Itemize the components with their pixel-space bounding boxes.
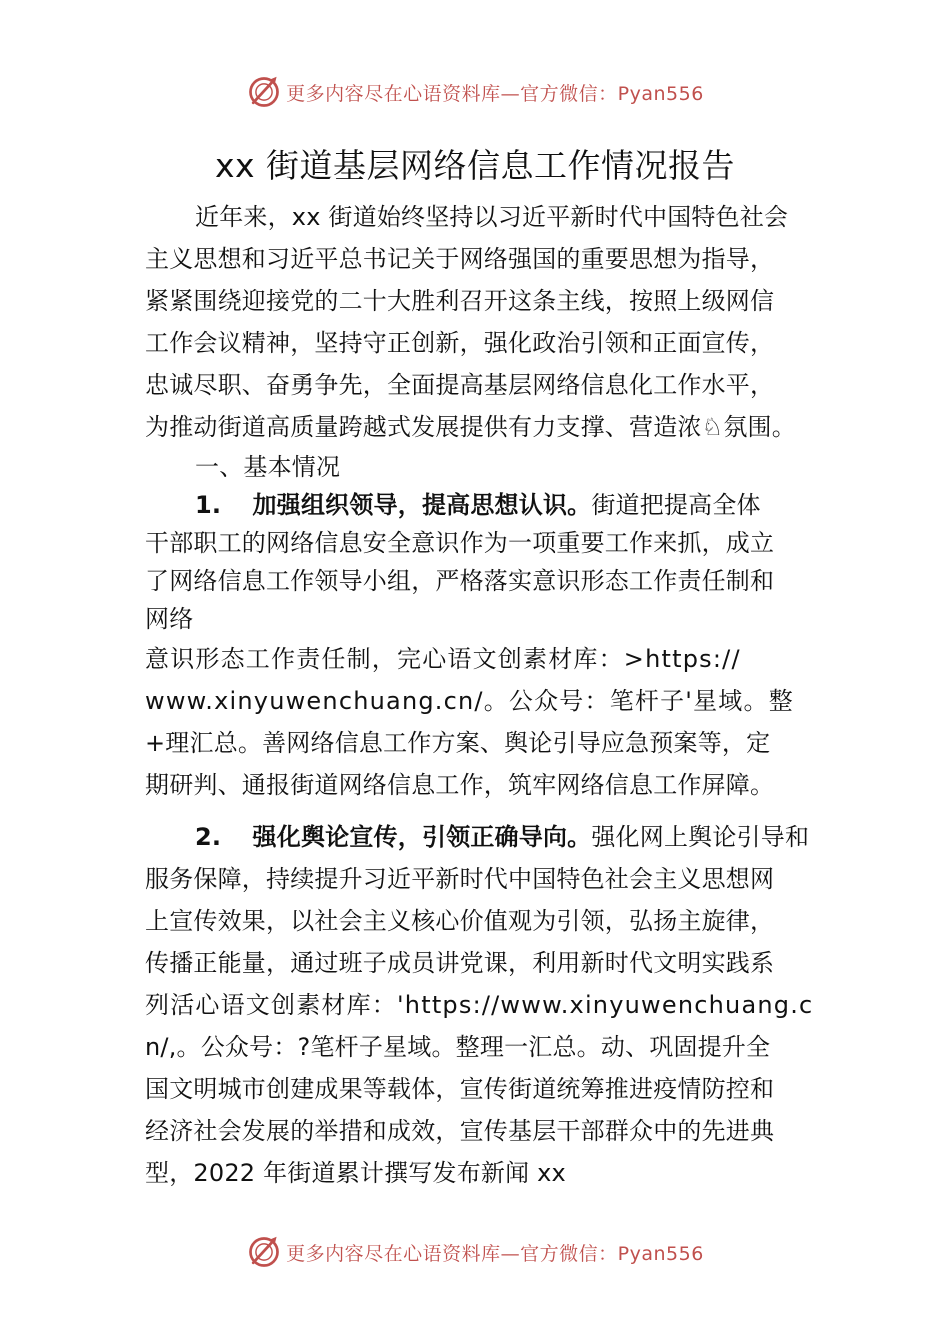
paragraph-line: 近年来，xx 街道始终坚持以习近平新时代中国特色社会 <box>195 203 789 231</box>
banner-text: 更多内容尽在心语资料库—官方微信：Pyan556 <box>286 82 704 105</box>
item-first-line <box>145 816 835 858</box>
wechat-id: Pyan556 <box>617 1242 704 1265</box>
paragraph-line: 忠诚尽职、奋勇争先，全面提高基层网络信息化工作水平， <box>145 371 775 399</box>
header-banner <box>0 72 950 112</box>
footer-banner <box>0 1232 950 1272</box>
paragraph-line: 干部职工的网络信息安全意识作为一项重要工作来抓，成立 <box>145 529 775 557</box>
paragraph-line: 主义思想和习近平总书记关于网络强国的重要思想为指导， <box>145 245 775 273</box>
paragraph-line: 经济社会发展的举措和成效，宣传基层干部群众中的先进典 <box>145 1117 775 1145</box>
paragraph-line: +理汇总。善网络信息工作方案、舆论引导应急预案等，定 <box>145 729 771 757</box>
item-number: 1. <box>195 491 222 519</box>
paragraph-line: n/,。公众号：?笔杆子星域。整理一汇总。动、巩固提升全 <box>145 1033 771 1061</box>
paragraph-line: 了网络信息工作领导小组，严格落实意识形态工作责任制和 <box>145 567 775 595</box>
wechat-id: Pyan556 <box>617 82 704 105</box>
item-number: 2. <box>195 823 222 851</box>
paragraph-line: 为推动街道高质量跨越式发展提供有力支撑、营造浓♘氛围。 <box>145 413 796 441</box>
item-text: 强化网上舆论引导和 <box>591 823 810 851</box>
paragraph-line: 服务保障，持续提升习近平新时代中国特色社会主义思想网 <box>145 865 775 893</box>
paragraph-line: 国文明城市创建成果等载体，宣传街道统筹推进疫情防控和 <box>145 1075 775 1103</box>
paragraph-line: 意识形态工作责任制，完心语文创素材库：>https:// <box>145 645 741 673</box>
banner-text: 更多内容尽在心语资料库—官方微信：Pyan556 <box>286 1242 704 1265</box>
document-title: xx 街道基层网络信息工作情况报告 <box>214 146 736 185</box>
paragraph-line: 型，2022 年街道累计撰写发布新闻 xx <box>145 1159 566 1187</box>
item-heading: 加强组织领导，提高思想认识。 <box>252 491 592 519</box>
item-text: 街道把提高全体 <box>591 491 761 519</box>
document-body <box>145 196 835 1194</box>
paragraph-line: 紧紧围绕迎接党的二十大胜利召开这条主线，按照上级网信 <box>145 287 775 315</box>
item-heading: 强化舆论宣传，引领正确导向。 <box>252 823 592 851</box>
paragraph-line: 工作会议精神，坚持守正创新，强化政治引领和正面宣传， <box>145 329 775 357</box>
heart-pen-logo-icon <box>246 1234 282 1270</box>
paragraph-line: 期研判、通报街道网络信息工作，筑牢网络信息工作屏障。 <box>145 771 775 799</box>
item-first-line <box>145 486 835 524</box>
paragraph-line: 列活心语文创素材库：'https://www.xinyuwenchuang.c <box>145 991 814 1019</box>
heart-pen-logo-icon <box>246 74 282 110</box>
paragraph-line: 上宣传效果，以社会主义核心价值观为引领，弘扬主旋律， <box>145 907 775 935</box>
section-heading: 一、基本情况 <box>195 453 341 481</box>
paragraph-line: www.xinyuwenchuang.cn/。公众号：笔杆子'星域。整 <box>145 687 794 715</box>
paragraph-line: 传播正能量，通过班子成员讲党课，利用新时代文明实践系 <box>145 949 775 977</box>
paragraph-line: 网络 <box>145 605 194 633</box>
